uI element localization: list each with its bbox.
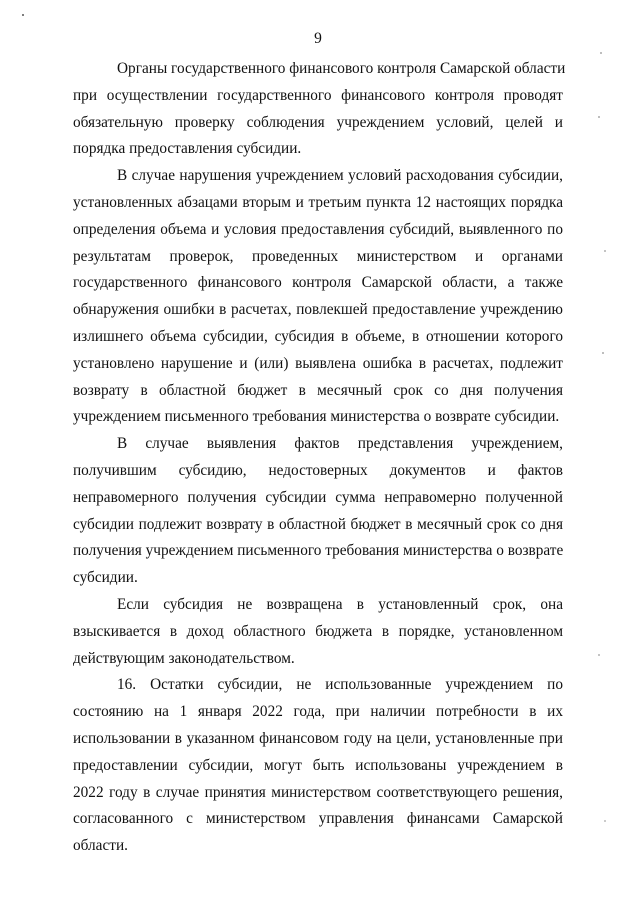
scan-speck [22,14,24,16]
text-line: субсидии подлежит возврату в областной бюджет в месячный срок со дня [73,515,563,533]
text-line: 16. Остатки субсидии, не использованные учреждением по [117,676,563,694]
text-line: результатам проверок, проведенных министерством и органами [73,247,563,265]
text-line: получившим субсидию, недостоверных документов и фактов [73,461,563,479]
scan-speck [602,352,604,354]
text-line: 2022 году в случае принятия министерством соответствующего решения, [73,783,563,801]
scan-speck [604,820,606,822]
text-line: субсидии. [73,569,138,587]
text-line: состоянию на 1 января 2022 года, при наличии потребности в их [73,703,563,721]
document-body [73,56,566,860]
text-line: обнаружения ошибки в расчетах, повлекшей предоставление учреждению [73,301,563,319]
text-line: при осуществлении государственного финансового контроля проводят [73,86,563,104]
text-line: взыскивается в доход областного бюджета в порядке, установленном [73,622,563,640]
paragraph [73,672,563,860]
scan-speck [600,52,602,54]
text-line: порядка предоставления субсидии. [73,140,302,158]
paragraph [73,163,563,431]
page-number: 9 [314,30,322,47]
text-line: Органы государственного финансового контроля Самарской области [117,60,566,77]
paragraph [73,56,566,163]
scan-speck [604,250,606,252]
text-line: обязательную проверку соблюдения учреждением условий, целей и [73,113,563,131]
text-line: В случае нарушения учреждением условий расходования субсидии, [117,167,563,185]
text-line: излишнего объема субсидии, субсидия в объеме, в отношении которого [73,327,563,345]
text-line: предоставлении субсидии, могут быть использованы учреждением в [73,756,563,774]
text-line: действующим законодательством. [73,649,295,667]
text-line: использовании в указанном финансовом году на цели, установленные при [73,729,563,747]
scan-speck [598,654,600,656]
text-line: определения объема и условия предоставления субсидий, выявленного по [73,220,563,238]
text-line: учреждением письменного требования министерства о возврате субсидии. [73,408,560,426]
text-line: государственного финансового контроля Самарской области, а также [73,274,563,292]
text-line: В случае выявления фактов представления учреждением, [117,435,563,453]
paragraph [73,592,563,672]
text-line: получения учреждением письменного требования министерства о возврате [73,542,564,560]
text-line: установленных абзацами вторым и третьим пункта 12 настоящих порядка [73,193,563,211]
text-line: установлено нарушение и (или) выявлена ошибка в расчетах, подлежит [73,354,563,372]
text-line: возврату в областной бюджет в месячный срок со дня получения [73,381,563,399]
text-line: области. [73,837,128,855]
text-line: неправомерного получения субсидии сумма неправомерно полученной [73,488,563,506]
scan-speck [598,116,600,118]
text-line: Если субсидия не возвращена в установленный срок, она [117,595,563,613]
text-line: согласованного с министерством управления финансами Самарской [73,810,563,828]
paragraph [73,431,563,592]
